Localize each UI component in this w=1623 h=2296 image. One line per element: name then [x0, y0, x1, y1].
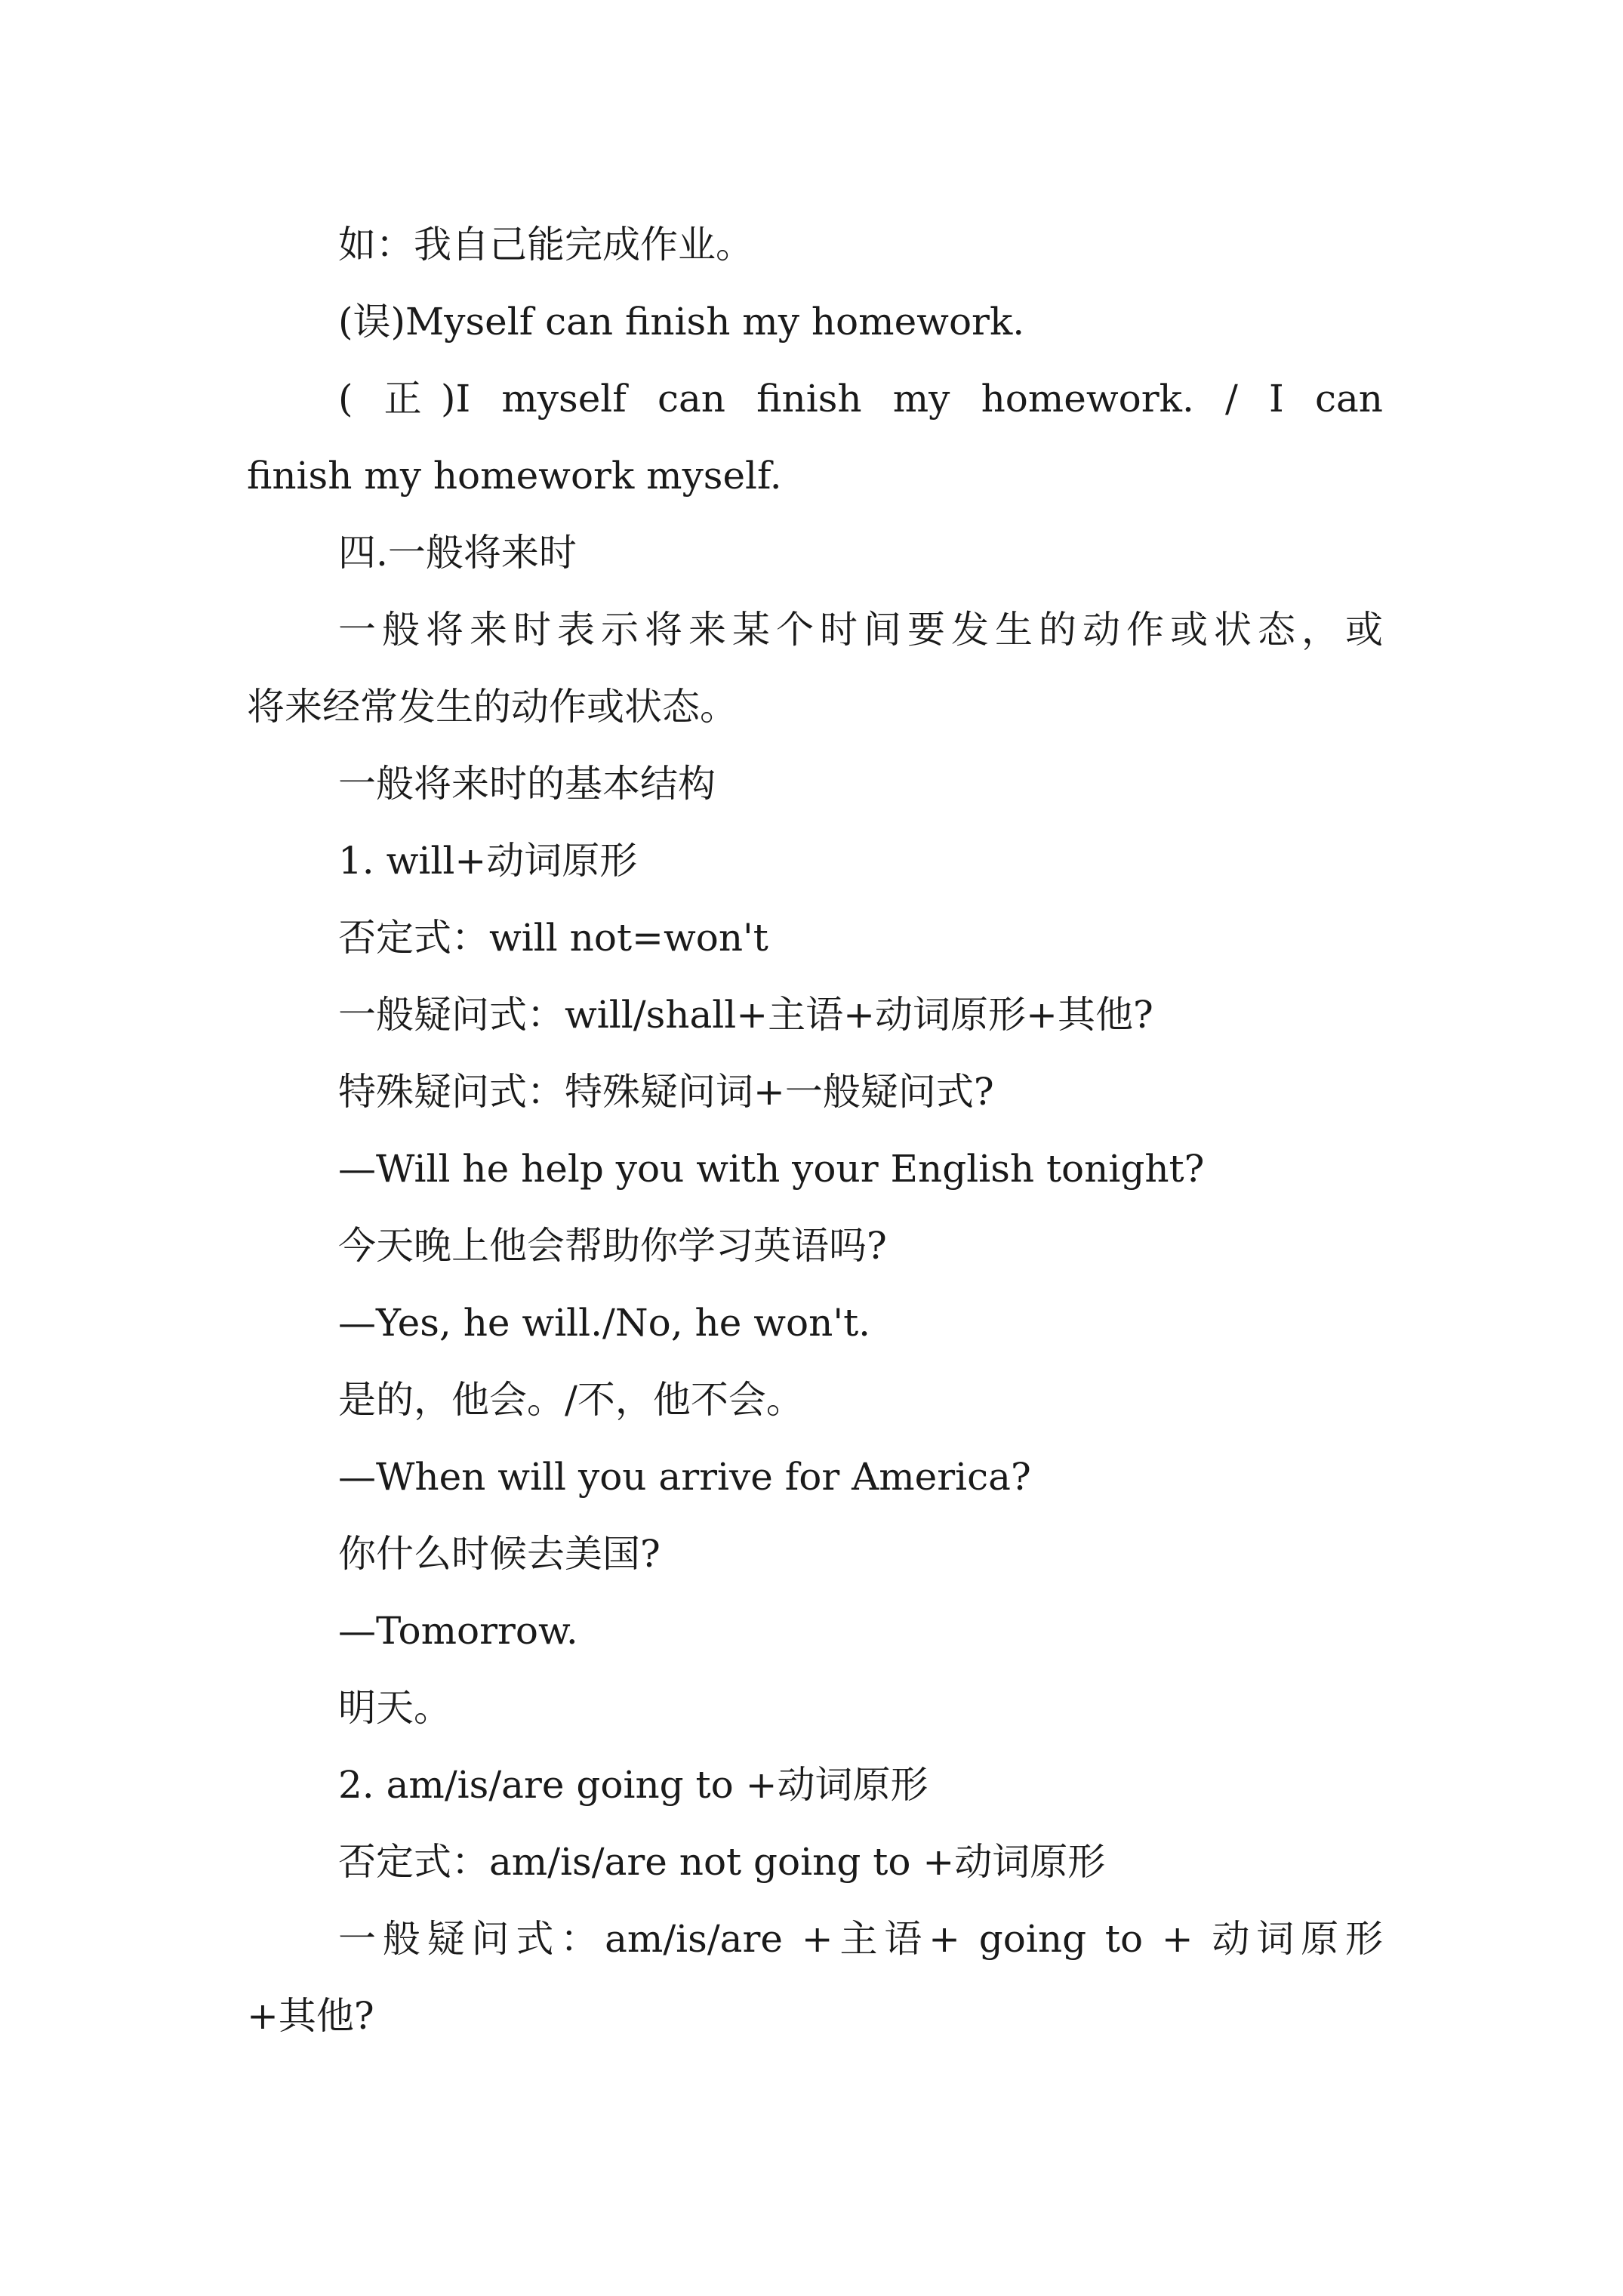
dialogue-answer-1: —Yes, he will./No, he won't. [338, 1301, 871, 1345]
dialogue-answer-2: —Tomorrow. [338, 1609, 578, 1653]
section-heading: 四.一般将来时 [338, 531, 577, 575]
negative-form-2: 否定式：am/is/are not going to +动词原形 [338, 1840, 1106, 1884]
dialogue-translation-1: 今天晚上他会帮助你学习英语吗? [338, 1224, 887, 1268]
wrong-example: (误)Myself can finish my homework. [338, 300, 1025, 344]
structure-heading: 一般将来时的基本结构 [338, 762, 716, 806]
dialogue-question-2: —When will you arrive for America? [338, 1455, 1031, 1499]
structure-item-2: 2. am/is/are going to +动词原形 [338, 1763, 929, 1807]
special-question-form-1: 特殊疑问式：特殊疑问词+一般疑问式? [338, 1070, 994, 1114]
dialogue-translation-2: 你什么时候去美国? [338, 1532, 661, 1576]
dialogue-answer-translation-1: 是的，他会。/不，他不会。 [338, 1378, 804, 1422]
dialogue-question-1: —Will he help you with your English tonight? [338, 1147, 1205, 1191]
structure-item-1: 1. will+动词原形 [338, 839, 638, 883]
example-intro: 如：我自己能完成作业。 [338, 223, 753, 267]
general-question-form-1: 一般疑问式：will/shall+主语+动词原形+其他? [338, 993, 1153, 1037]
correct-example: ( 正)I myself can finish my homework. / I can [338, 377, 1383, 421]
negative-form-1: 否定式：will not=won't [338, 916, 768, 960]
general-question-form-2: 一般疑问式：am/is/are +主语+ going to + 动词原形 [338, 1917, 1383, 1961]
correct-example-continued: finish my homework myself. [247, 454, 782, 498]
definition-paragraph: 一般将来时表示将来某个时间要发生的动作或状态，或 [338, 608, 1383, 652]
dialogue-answer-translation-2: 明天。 [338, 1686, 451, 1730]
definition-paragraph-continued: 将来经常发生的动作或状态。 [247, 685, 738, 729]
general-question-form-2-continued: +其他? [247, 1994, 374, 2038]
